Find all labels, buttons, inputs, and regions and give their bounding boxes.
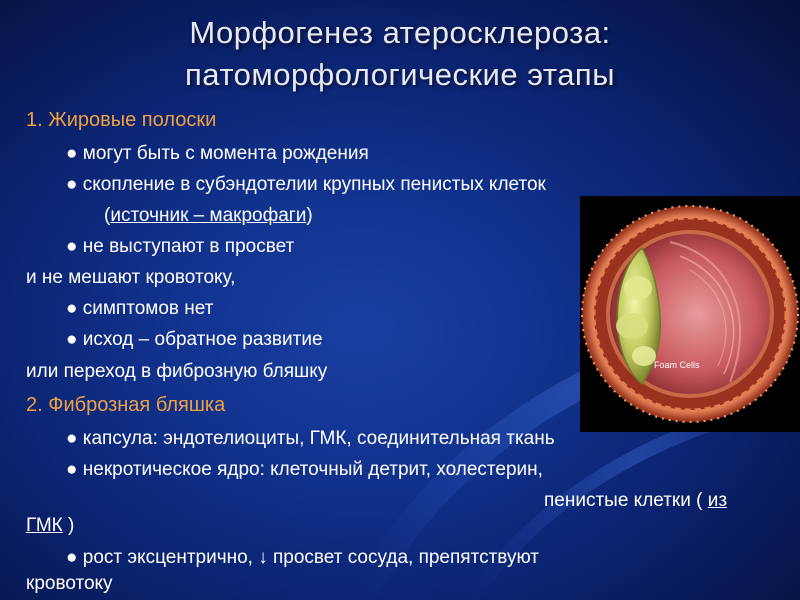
title-line-2: патоморфологические этапы xyxy=(184,57,616,92)
from-link[interactable]: из xyxy=(707,490,728,511)
section-2-bullet-3-continuation: кровотоку xyxy=(26,573,113,594)
section-1-bullet-2: ● скопление в субэндотелии крупных пенистых клеток xyxy=(66,174,546,195)
paren-close: ) xyxy=(306,205,313,226)
section-1-heading: 1. Жировые полоски xyxy=(26,109,217,131)
section-1-bullet-3-continuation: и не мешают кровотоку, xyxy=(26,267,236,288)
section-2-heading: 2. Фиброзная бляшка xyxy=(26,394,226,416)
section-1-bullet-3: ● не выступают в просвет xyxy=(66,236,295,257)
foam-cells-label: Foam Cells xyxy=(654,360,700,370)
section-1-bullet-1: ● могут быть с момента рождения xyxy=(66,143,369,164)
title-line-1: Морфогенез атеросклероза: xyxy=(189,15,611,50)
artery-cross-section-illustration xyxy=(580,196,800,432)
section-2-bullet-3: ● рост эксцентрично, ↓ просвет сосуда, препятствуют xyxy=(66,547,539,568)
paren-open: ( xyxy=(104,205,111,226)
section-2-bullet-2-continuation-2 xyxy=(26,514,74,538)
section-2-bullet-2-continuation xyxy=(544,489,727,513)
slide-title xyxy=(0,12,800,96)
section-1-bullet-2-continuation xyxy=(104,204,313,228)
foam-cells-text: пенистые клетки ( xyxy=(544,490,708,511)
section-2-bullet-1: ● капсула: эндотелиоциты, ГМК, соединительная ткань xyxy=(66,428,555,449)
section-1-bullet-4: ● симптомов нет xyxy=(66,298,214,319)
section-2-bullet-2: ● некротическое ядро: клеточный детрит, холестерин, xyxy=(66,459,543,480)
paren-close-2: ) xyxy=(62,515,75,536)
section-1-bullet-5-continuation: или переход в фиброзную бляшку xyxy=(26,361,328,382)
source-macrophages-link[interactable]: источник – макрофаги xyxy=(110,205,307,226)
gmk-link[interactable]: ГМК xyxy=(26,515,63,536)
section-1-bullet-5: ● исход – обратное развитие xyxy=(66,329,323,350)
